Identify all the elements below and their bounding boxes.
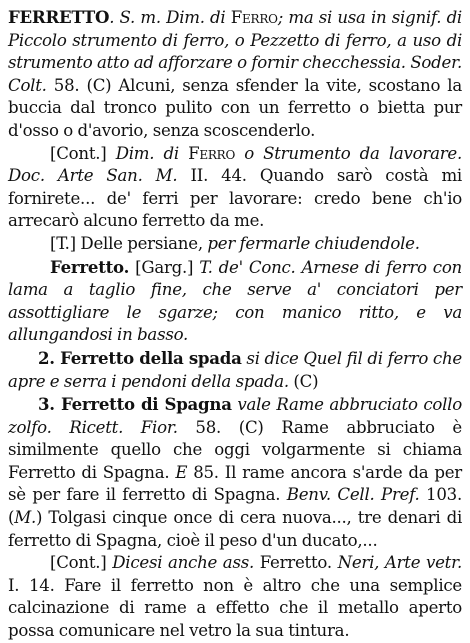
entry-sense-3: 3. Ferretto di Spagna vale Rame abbruciato collo zolfo. Ricett. Fior. 58. (C) Rame abbruciato è similmente quello che oggi volgarmente si chiama Ferretto di Spagna. E 85. Il rame ancora s'arde da per sè per fare il ferretto di Spagna. Benv. Cell. Pref. 103. (M.) Tolgasi cinque once di cera nuova..., tre denari di ferretto di Spagna, cioè il peso d'un ducato,... <box>8 394 462 550</box>
entry-sense-t: [T.] Delle persiane, per fermarle chiudendole. <box>50 233 420 253</box>
source-citation: Doc. Arte San. M. <box>8 166 178 186</box>
entry-sense-cont: [Cont.] Dim. di Ferro o Strumento da lavorare. Doc. Arte San. M. II. 44. Quando sarò costà mi fornirete... de' ferri per lavorare: credo bene ch'io arrecarò alcuno ferretto da me. <box>8 143 462 231</box>
headword: FERRETTO <box>8 7 110 27</box>
entry-sense-2: 2. Ferretto della spada si dice Quel fil di ferro che apre e serra i pendoni della spada. (C) <box>8 347 462 391</box>
source-citation: Soder. Colt. <box>8 53 462 95</box>
entry-sense-garg: Ferretto. [Garg.] T. de' Conc. Arnese di ferro con lama a taglio fine, che serve a' conciatori per assottigliare le sgarze; con manico ritto, e va allungandosi in basso. <box>8 256 462 345</box>
entry-definition: FERRETTO. S. m. Dim. di Ferro; ma si usa in signif. di Piccolo strumento di ferro, o Pezzetto di ferro, a uso di strumento atto ad afforzare o fornir checchessia. Soder. Colt. 58. (C) Alcuni, senza sfender la vite, scostano la buccia dal tronco pulito con un ferretto o bietta pur d'osso o d'avorio, senza scoscenderlo. <box>8 7 462 140</box>
entry-sense-cont-2: [Cont.] Dicesi anche ass. Ferretto. Neri, Arte vetr. I. 14. Fare il ferretto non è altro che una semplice calcinazione di rame a effetto che il metallo aperto possa comunicare nel vetro la sua tintura. <box>8 553 462 641</box>
